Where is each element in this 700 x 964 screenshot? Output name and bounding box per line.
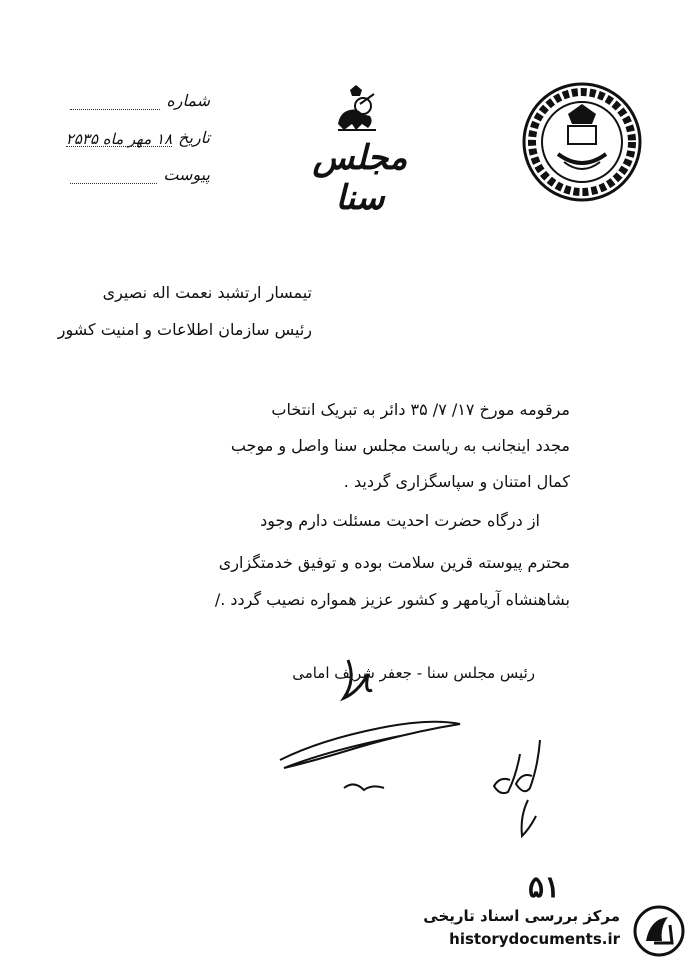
watermark — [398, 903, 694, 959]
body-line: محترم پیوسته قرین سلامت بوده و توفیق خدمتگزاری — [218, 553, 570, 572]
signatory-title: رئیس مجلس سنا - جعفر شریف امامی — [292, 664, 535, 682]
attachment-value — [70, 167, 157, 184]
watermark-org-name: مرکز بررسی اسناد تاریخی — [423, 907, 620, 925]
body-line: مرقومه مورخ ۱۷/ ۷/ ۳۵ دائر به تبریک انتخاب — [271, 400, 570, 419]
number-label: شماره — [166, 91, 210, 110]
handwritten-initials — [480, 736, 550, 846]
handwritten-signature — [260, 640, 500, 800]
watermark-site: historydocuments.ir — [449, 930, 620, 948]
header-fields — [65, 86, 210, 197]
lion-and-sun-emblem-icon — [330, 84, 382, 136]
body-line: کمال امتنان و سپاسگزاری گردید . — [343, 472, 570, 491]
attachment-field — [70, 160, 210, 184]
date-field — [65, 123, 210, 148]
senate-seal-icon — [518, 80, 646, 204]
date-value: ۱۸ مهر ماه ۲۵۳۵ — [65, 130, 173, 148]
date-label: تاریخ — [178, 128, 210, 147]
senate-masthead: مجلس سنا — [312, 138, 408, 218]
body-line: بشاهنشاه آریامهر و کشور عزیز همواره نصیب گردد ./ — [214, 590, 570, 609]
number-value — [70, 93, 160, 110]
addressee-name: تیمسار ارتشبد نعمت اله نصیری — [102, 283, 312, 302]
body-line: مجدد اینجانب به ریاست مجلس سنا واصل و موجب — [230, 436, 570, 455]
attachment-label: پیوست — [163, 165, 210, 184]
addressee-title: رئیس سازمان اطلاعات و امنیت کشور — [57, 320, 312, 339]
archive-logo-icon — [632, 905, 686, 957]
body-line: از درگاه حضرت احدیت مسئلت دارم وجود — [260, 511, 540, 530]
page-number: ۵۱ — [528, 870, 561, 905]
number-field — [70, 86, 210, 110]
